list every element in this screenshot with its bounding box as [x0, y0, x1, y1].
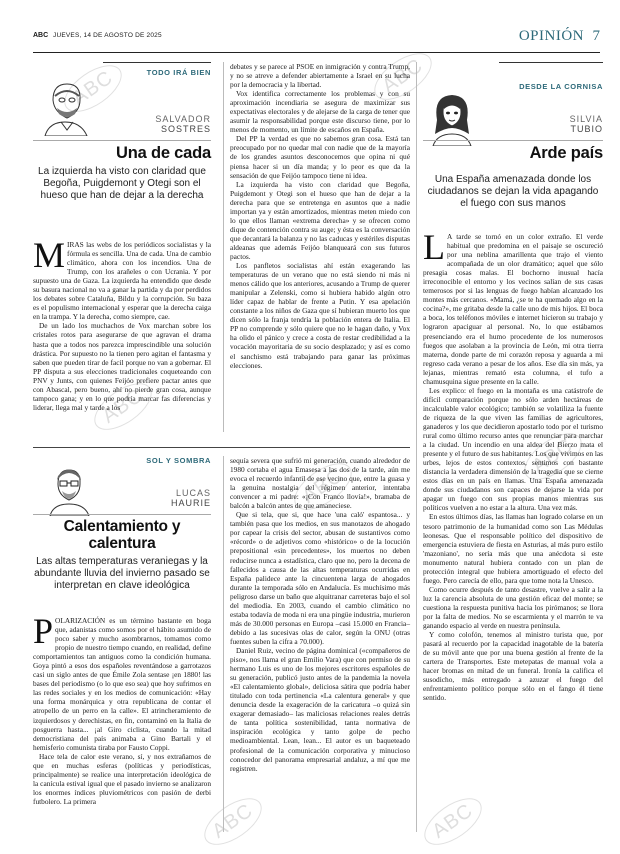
headline-rule: [423, 140, 603, 141]
body-paragraph: Que si tela, que si, que hace 'una caló' espantosa... y también pasa que los medios, en sus manotazos de ahogado por capear la crisis del sector, abusan de sustantivos como «récord» o de adjetivos como «histórico» o de la locución prepositional «sin precedentes», los muertos no deben reducirse nunca a estadística, claro que no, pero la decena de fallecidos a causa de las altas temperaturas ocurridas en España palidece ante la cincuentena larga de ahogados durante la temporada sólo en Andalucía. Es muchísimo más peligroso darse un baño que alquitranar carreteras bajo el sol del mediodía. En 2003, cuando el cambio climático no estaba todavía de moda ni era una pingüe industria, murieron más de 30.000 personas en Europa –casi 15.000 en Francia– debido a las sucesivas olas de calor, según la ONU (otras fuentes suben la cifra a 70.000).: [230, 510, 410, 646]
headline-rule: [33, 140, 211, 141]
body-paragraph: Daniel Ruiz, vecino de página dominical («compañeros de piso», nos llama el gran Emilio Vara) que con permiso de su hermano Luis es uno de los mejores escritores españoles de su generación, publicó justo antes de la pandemia la novela «El calentamiento global», deliciosa sátira que podría haber titulado con toda pertinencia «La calentura general» y que denuncia desde la exageración de la caricatura –o quizá sin exagerar demasiado– las maliciosas relaciones reales detrás de tanta política sostenibilidad, tanta normativa de inspiración ecológica y tanto golpe de pecho medioambiental. Lean, lean... El autor es un baqueteado profesional de la comunicación corporativa y minucioso conocedor del panorama empresarial andaluz, a mí que me registren.: [230, 645, 410, 773]
column-divider: [416, 62, 417, 832]
article-body: [33, 611, 211, 806]
body-paragraph: IRAS las webs de los periódicos socialistas y la fórmula es sencilla. Una de cada. Una de cambio climático, ahora con los incendios. Una de Trump, con los arañeles o con Ucrania. Y por supuesto una de Gaza. La izquierda ha entendido que desde su basura nacional no va a ganar la partida y da por perdidos los debates sobre Cataluña, Bildu y la corrupción. Su baza es el populismo internacional y esperar que la derecha caiga en la trampa. Y la derecha, como siempre, cae.: [33, 240, 211, 322]
body-paragraph: Les explico: el fuego en la montaña es una catástrofe de difícil comparación porque no sólo arden hectáreas de incalculable valor ecológico; también se volatiliza la fuente de riqueza de la que viven las familias de agricultores, ganaderos y los que decidieron apostarlo todo por el turismo rural como último recurso antes que renunciar para marchar a la ciudad. Un incendio en una aldea del Bierzo mata el presente y el futuro de sus habitantes. Los que vivimos en las urbes, lejos de estos contextos, sentimos con bastante distancia la verdadera dimensión de la tragedia que se cierne estos días en un país en llamas. Una España amenazada donde sus ciudadanos son capaces de dejarse la vida por apagar un fuego con sus propias manos mientras sus políticos vuelven a no estar a la altura. Una vez más.: [423, 385, 603, 513]
body-paragraph: debates y se parece al PSOE en inmigración y contra Trump, y no se atreve a defender abiertamente a Israel en su lucha por la democracia y la libertad.: [230, 62, 410, 90]
watermark: ABC: [417, 789, 490, 854]
body-paragraph: La izquierda ha visto con claridad que Begoña, Puigdemont y Otegi son el hueso que han de dejar a la derecha para que se entretenga en asuntos que a nadie importan ya y están amortizados, mientras meten miedo con lo que ellos llaman «extrema derecha» y se ofrecen como dique de contención contra su auge; y ésta es la conversación que decantará la balanza y no las caducas y estériles disputas aldeanas que además Feijóo blanqueará con sus futuros pactos.: [230, 179, 410, 261]
body-paragraph: OLARIZACIÓN es un término bastante en boga que, adanistas como somos por el hábito asumido de poco saber y mucho asombrarnos, tomamos como propio de nuestro tiempo cuando, en realidad, define comportamientos tan antiguos como la condición humana. Goya pintó a esos dos españoles reventándose a garrotazos casi un siglo antes de que Émile Zola sentase ¡en 1880! las bases del periodismo (o lo que eso sea) que hoy sufrimos en las redes sociales y en los medios de comunicación: «Hay una forma monárquica y otra republicana de contar el atropello de un perro en la calle». El atrincheramiento de izquierdosos y derechistas, en fin, contaminó en la Italia de posguerra hasta... ¡al Giro ciclista, cuando la mitad democristiana del país animaba a Gino Bartali y el hemisferio comunista tiraba por Fausto Coppi.: [33, 616, 211, 752]
kicker-rule: [103, 62, 211, 63]
headline: [33, 518, 211, 552]
drop-cap: P: [33, 611, 54, 651]
body-paragraph: A tarde se tornó en un color extraño. El verde habitual que predomina en el paisaje se oscureció por una neblina amarillenta que trajo el viento acompañada de un olor dramático; aquel que sólo presagia cosas malas. El bochorno inusual hacía irreconocible el entorno y los vecinos salían de sus casas temerosos por si las lenguas de fuego habían alcanzado los montes más cercanos. «Mamá, ¿se te ha quemado algo en la cocina?», me gritaba desde la calle uno de mis hijos. El boca a boca, los teléfonos móviles e internet hicieron su trabajo y lograron apaciguar al personal. No, lo que estábamos presenciando era el humo procedente de los numerosos fuegos que asolaban a la provincia de León, mi otra tierra materna, donde parte de mi corazón reposa y aguarda a mi regreso cada verano a pesar de los años. Ese día sin más, ya lejanas, mientras remató esta columna, el tufo a chamusquina sigue presente en la calle.: [423, 232, 603, 386]
author-portrait: [47, 464, 91, 516]
headline-line: calentura: [88, 535, 156, 552]
drop-cap: M: [33, 235, 66, 275]
author-last-name: HAURIE: [170, 498, 211, 508]
deck: Las altas temperaturas veraniegas y la abundante lluvia del invierno pasado se interpretan en clave ideológica: [34, 556, 210, 592]
column-kicker: DESDE LA CORNISA: [519, 82, 603, 91]
watermark: ABC: [517, 424, 590, 489]
headline-rule: [33, 514, 211, 515]
author-first-name: SILVIA: [569, 114, 603, 124]
body-paragraph: Y como colofón, tenemos al ministro turista que, por pasará al recuerdo por la capacidad inagotable de la batería de su móvil ante que por una buena gestión al frente de la cartera de Transportes. Este metepatas de manual vola a hacer bromas en mitad de un funeral. Ironía la califica el susodicho, más entregado a azuzar el fuego del enfrentamiento político porque sólo en el fango él tiene sentido.: [423, 630, 603, 703]
deck: La izquierda ha visto con claridad que Begoña, Puigdemont y Otegi son el hueso que han de dejar a la derecha: [38, 166, 206, 202]
watermark: ABC: [287, 454, 360, 519]
author-last-name: TUBIO: [570, 124, 603, 134]
watermark: ABC: [367, 44, 440, 109]
article-sostres-continued: [230, 62, 410, 370]
body-paragraph: Del PP la verdad es que no sabemos gran cosa. Está tan preocupado por no quedar mal con nadie que de la mayoría de los grandes asuntos desconocemos que opina ni qué piensa hacer si un día manda; y lo peor es que da la sensación de que Feijóo tampoco tiene ni idea.: [230, 134, 410, 180]
brand-label: ABC: [33, 32, 49, 39]
issue-date: JUEVES, 14 DE AGOSTO DE 2025: [53, 32, 162, 39]
article-haurie-continued: [230, 456, 410, 773]
page-number: 7: [592, 28, 600, 44]
headline-line: Calentamiento y: [63, 518, 181, 535]
headline: Una de cada: [115, 144, 211, 162]
author-first-name: LUCAS: [175, 488, 211, 498]
section-title: OPINIÓN: [518, 28, 584, 44]
body-paragraph: Hace tela de calor este verano, sí, y nos extrañamos de que en muchas esferas (políticas y periodísticas, principalmente) se realice una interpretación ideológica de la canícula estival igual que el pasado invierno se analizaron los enormes índices pluviométricos con pasión de derbi futbolero. La primera: [33, 751, 211, 806]
article-body: [423, 227, 603, 703]
author-last-name: SOSTRES: [160, 124, 211, 134]
watermark: ABC: [197, 789, 270, 854]
body-paragraph: Los panfletos socialistas ahí están exagerando las temperaturas de un verano que no está siendo ni más ni menos cálido que los anteriores, acusando a Trump de querer manipular a Zelenski, como si hubiera habido algún otro líder capaz de hablar de frente a Putin. Y esa apelación constante a los niños de Gaza que sí hubieran muerto los que dicen sólo la franja tendría la población entera de Italia. El PP no comprende y sólo quiere que no le hagan daño, y Vox ha olido el pánico y crece a costa de restar credibilidad a la vocación mayoritaria de su socio desplazado; y así es como el sanchismo está trabajando para ganar las próximas elecciones.: [230, 261, 410, 370]
drop-cap: L: [423, 227, 445, 267]
deck: Una España amenazada donde los ciudadanos se dejan la vida apagando el fuego con sus manos: [427, 174, 599, 210]
column-kicker: SOL Y SOMBRA: [146, 456, 211, 465]
column-divider: [223, 62, 224, 432]
column-kicker: TODO IRÁ BIEN: [146, 68, 211, 77]
author-first-name: SALVADOR: [155, 114, 211, 124]
body-paragraph: Vox identifica correctamente los problemas y con su aproximación incendiaria se asegura de maximizar sus expectativas electorales y de alejarse de la carga de tener que asumir la responsabilidad porque este discurso tiene, por lo menos de momento, un límite de escaños en España.: [230, 89, 410, 135]
watermark: ABC: [87, 374, 160, 439]
watermark: ABC: [57, 56, 130, 121]
section-divider: [33, 447, 410, 448]
body-paragraph: De un lado los muchachos de Vox marchan sobre los cristales rotos para asegurarse de que agravan el drama hasta que a todos nos parezca imprescindible una solución drástica. Por supuesto no la tienen pero agitan el fantasma y saben que pueden tirar de facil porque no van a gobernar. El PP disputa a sus elecciones tradicionales coqueteando con PNV y Junts, con quienes Feijóo prefiere pactar antes que con Abascal, pero bueno, ahí no pierde gran cosa, aunque tampoco gana; y en lo que podría marcar fas diferencias y liderar, llega mal y tarde a los: [33, 321, 211, 412]
headline: Arde país: [529, 144, 603, 162]
page-header: [33, 30, 600, 53]
author-portrait: [41, 78, 89, 136]
body-paragraph: sequía severa que sufrió mi generación, cuando alrededor de 1980 cortaba el agua Emasesa a las dos de la tarde, aún me evoca el recuerdo infantil de ese vecino que, entre la guasa y la genuina nostalgia del régimen anterior, intentaba convencer a mi padre: «¡Con Franco llovía!», bramaba de balcón a balcón antes de que amaneciese.: [230, 456, 410, 511]
author-portrait: [429, 90, 475, 146]
body-paragraph: Como ocurre después de tanto desastre, vuelve a salir a la luz la carencia absoluta de una gestión eficaz del monte; se cuestiona la respuesta punitiva hacia los pirómanos; se llora por la falta de medios. No se escarmienta y el marrón te va ganando espacio al verde en nuestra península.: [423, 584, 603, 631]
body-paragraph: En estos últimos días, las llamas han logrado colarse en un tesoro patrimonio de la humanidad como son Las Médulas leonesas. Que el responsable político del dispositivo de emergencia estuviera de fiesta en Asturias, al más puro estilo 'mazoniano', no sería más que una anécdota si este monumento natural hubiera contado con un plan de protección integral que hubiera amortiguado el efecto del fuego. Pero carecía de ello, para que tome nota la Unesco.: [423, 512, 603, 585]
column-divider: [223, 456, 224, 832]
article-body: [33, 235, 211, 412]
kicker-rule: [499, 62, 603, 63]
